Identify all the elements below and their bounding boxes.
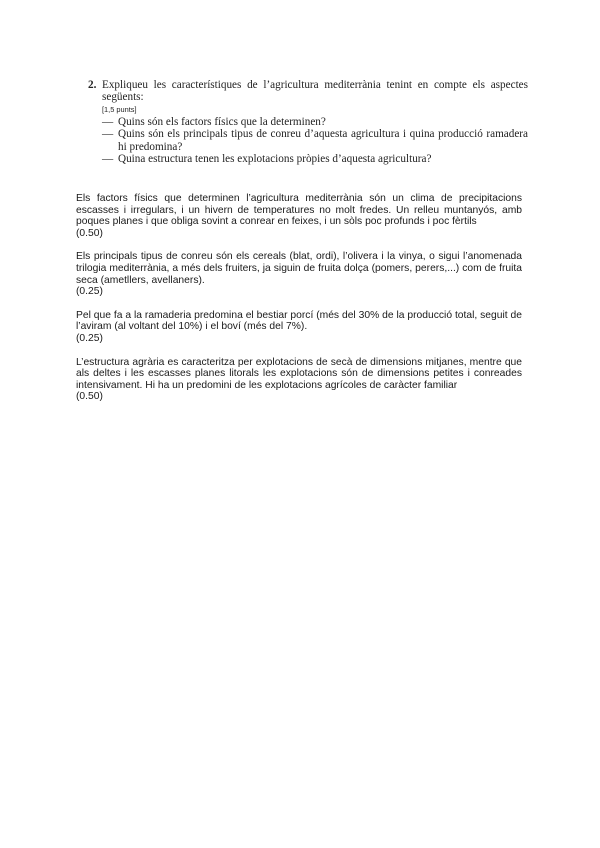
question-block [88, 79, 528, 165]
subquestion-item [102, 128, 528, 153]
answer-paragraph [76, 357, 522, 403]
dash-bullet-icon: — [102, 153, 114, 166]
answer-paragraph [76, 310, 522, 345]
dash-bullet-icon: — [102, 115, 114, 128]
answer-score: (0.25) [76, 286, 103, 298]
answer-text: Els principals tipus de conreu són els cereals (blat, ordi), l’olivera i la vinya, o sigui l’anomenada trilogia mediterrània, a més dels fruiters, ja siguin de fruita dolça (pomers, perers,...) com de fruita seca (ametllers, avellaners). [76, 251, 522, 286]
subquestion-text: Quins són els principals tipus de conreu d’aquesta agricultura i quina producció ramadera hi predomina? [118, 128, 528, 153]
subquestion-text: Quins són els factors físics que la determinen? [118, 115, 326, 128]
answer-paragraph [76, 251, 522, 297]
answer-score: (0.50) [76, 227, 103, 239]
answer-paragraph [76, 193, 522, 239]
subquestion-list [102, 116, 528, 166]
question-points: [1,5 punts] [102, 104, 137, 114]
subquestion-item [102, 153, 528, 165]
question-number: 2. [88, 79, 97, 91]
answer-text: Pel que fa a la ramaderia predomina el bestiar porcí (més del 30% de la producció total, seguit de l’aviram (al voltant del 10%) i el boví (més del 7%). [76, 309, 522, 333]
answers-block [76, 193, 522, 415]
answer-text: Els factors físics que determinen l’agricultura mediterrània són un clima de precipitacions escasses i irregulars, i un hivern de temperatures no molt fredes. Un relleu muntanyós, amb poques planes i que obliga sovint a conrear en feixes, i un sòls poc profunds i poc fèrtils [76, 193, 522, 228]
answer-score: (0.25) [76, 332, 103, 344]
subquestion-item [102, 116, 528, 128]
answer-text: L’estructura agrària es caracteritza per explotacions de secà de dimensions mitjanes, mentre que als deltes i les escasses planes litorals les explotacions són de dimensions petites i conreades intensivament. Hi ha un predomini de les explotacions agrícoles de caràcter familiar [76, 356, 522, 391]
subquestion-text: Quina estructura tenen les explotacions pròpies d’aquesta agricultura? [118, 153, 432, 166]
answer-score: (0.50) [76, 391, 103, 403]
question-header [88, 79, 528, 104]
question-text: Expliqueu les característiques de l’agricultura mediterrània tenint en compte els aspectes següents: [102, 79, 528, 104]
dash-bullet-icon: — [102, 128, 114, 141]
